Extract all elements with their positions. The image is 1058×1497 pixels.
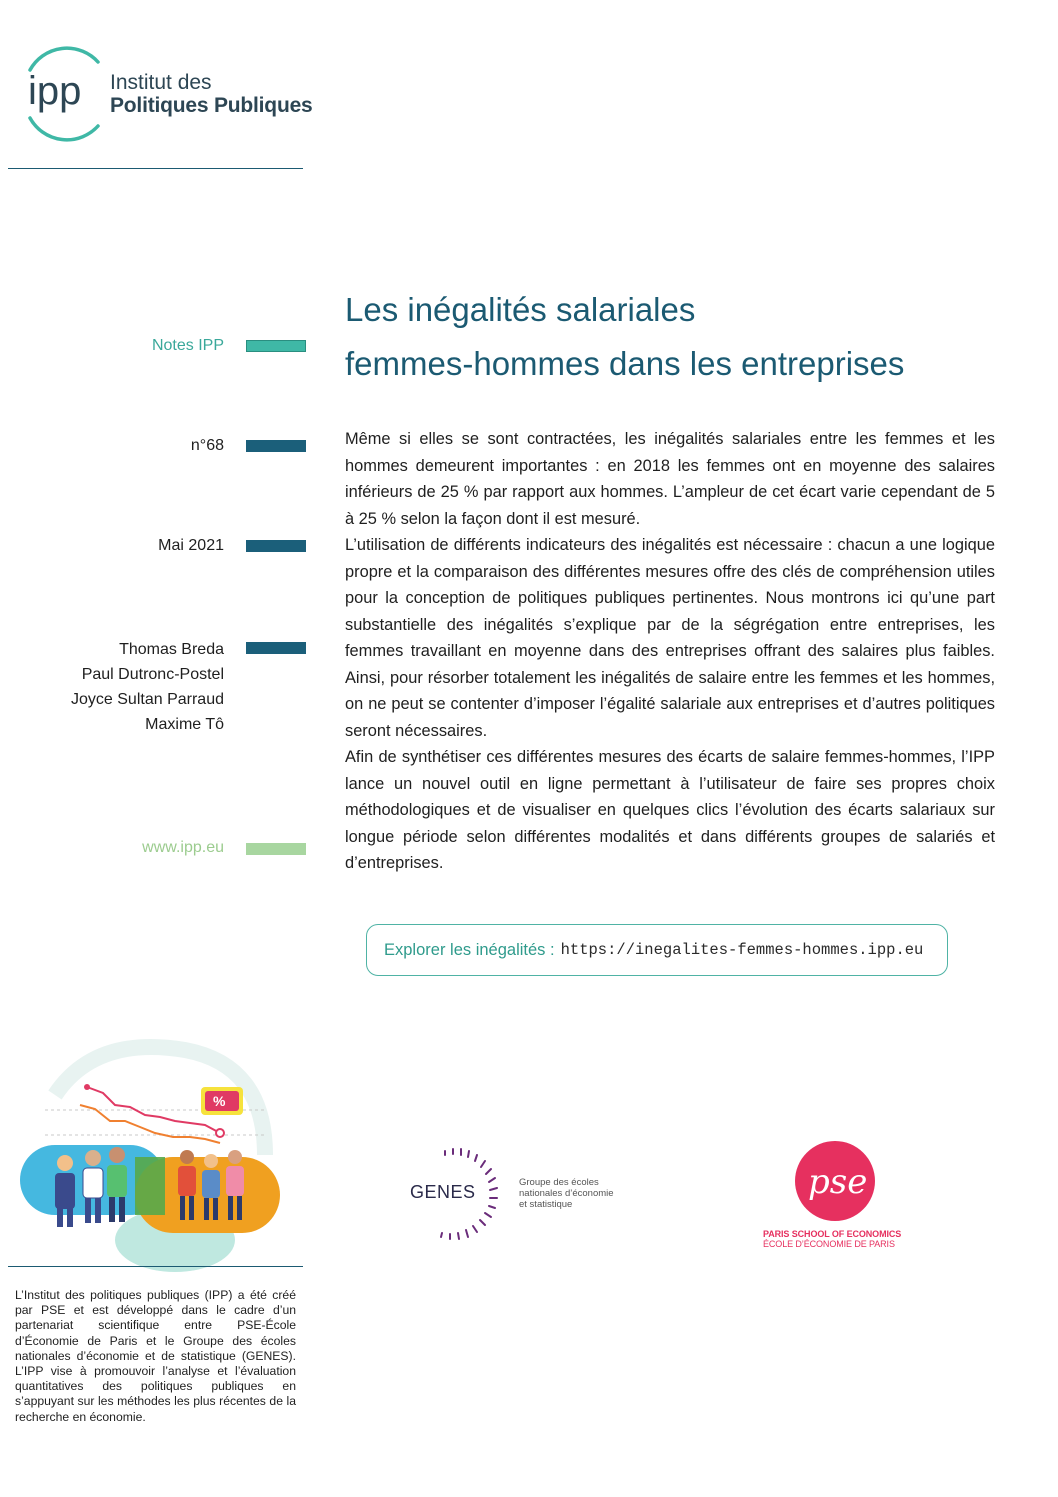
ipp-logo-icon — [20, 40, 110, 150]
percent-badge: % — [213, 1093, 226, 1109]
publication-date: Mai 2021 — [158, 537, 224, 554]
page-title — [345, 283, 1025, 391]
author-name: Paul Dutronc-Postel — [81, 666, 224, 683]
title-line2: femmes-hommes dans les entreprises — [345, 345, 905, 382]
abstract-paragraph: L’utilisation de différents indicateurs des inégalités est nécessaire : chacun a une logique propre et la comparaison des différentes mesures offre des clés de compréhension utiles pour la conception de politiques publiques pertinentes. Nous montrons ici qu’une part substantielle des inégalités s’explique par de la ségrégation entre entreprises, les femmes travaillant en moyenne dans des entreprises offrant des salaires plus faibles. Ainsi, pour résorber totalement les inégalités de salaire entre les femmes et les hommes, on ne peut se contenter d’imposer l’égalité salariale aux entreprises et d’autres politiques seront nécessaires. — [345, 536, 995, 740]
explore-link-label: Explorer les inégalités : — [384, 940, 555, 959]
title-line1: Les inégalités salariales — [345, 291, 696, 328]
author-name: Thomas Breda — [119, 641, 224, 658]
pse-name: PARIS SCHOOL OF ECONOMICS — [763, 1229, 902, 1239]
logo-line2: Politiques Publiques — [110, 94, 313, 117]
date-bar — [246, 540, 306, 552]
explore-link-url[interactable]: https://inegalites-femmes-hommes.ipp.eu — [560, 941, 924, 959]
website-link[interactable]: www.ipp.eu — [142, 839, 224, 856]
genes-tagline-line: Groupe des écoles — [519, 1177, 599, 1188]
website-bar — [246, 843, 306, 855]
genes-logo — [405, 1145, 625, 1245]
genes-tagline-line: nationales d’économie — [519, 1188, 614, 1199]
logo-line1: Institut des — [110, 71, 212, 94]
series-bar — [246, 340, 306, 352]
pse-logo — [760, 1135, 930, 1255]
author-name: Maxime Tô — [145, 716, 224, 733]
header-divider — [8, 168, 303, 169]
genes-tagline-line: et statistique — [519, 1199, 573, 1210]
pse-circle-icon — [760, 1135, 930, 1230]
institute-description: L’Institut des politiques publiques (IPP) a été créé par PSE et est développé dans le cadre d’un partenariat scientifique entre PSE-École d’Économie de Paris et le Groupe des écoles nationales d’économie et de statistique (GENES). L’IPP vise à promouvoir l’analyse et l’évaluation quantitatives des politiques publiques en s’appuyant sur les méthodes les plus récentes de la recherche en économie. — [15, 1288, 296, 1424]
authors-bar — [246, 642, 306, 654]
abstract-paragraph: Même si elles se sont contractées, les inégalités salariales entre les femmes et les hommes demeurent importantes : en 2018 les femmes ont en moyenne des salaires inférieurs de 25 % par rapport aux hommes. L’ampleur de cet écart varie cependant de 5 à 25 % selon la façon dont il est mesuré. — [345, 430, 995, 528]
pse-subtitle: ÉCOLE D’ÉCONOMIE DE PARIS — [763, 1239, 895, 1249]
explore-link-box[interactable] — [366, 924, 948, 976]
author-list — [71, 637, 224, 737]
footer-divider — [8, 1266, 303, 1267]
ipp-logo-mark: ipp — [28, 69, 82, 113]
people-wage-gap-illustration-icon — [15, 1035, 290, 1275]
abstract-paragraph: Afin de synthétiser ces différentes mesures des écarts de salaire femmes-hommes, l’IPP lance un nouvel outil en ligne permettant à l’utilisateur de faire ses propres choix méthodologiques et de visualiser en quelques clics l’évolution des écarts salariaux sur longue période selon différentes modalités et dans différents groupes de salariés et d’entreprises. — [345, 748, 995, 872]
ipp-logo — [20, 40, 320, 150]
genes-name: GENES — [410, 1182, 476, 1202]
genes-tagline — [519, 1177, 619, 1210]
issue-bar — [246, 440, 306, 452]
abstract — [345, 426, 995, 877]
series-label: Notes IPP — [151, 337, 224, 354]
pse-mark: pse — [808, 1162, 868, 1202]
author-name: Joyce Sultan Parraud — [71, 691, 224, 708]
issue-number: n°68 — [190, 437, 224, 454]
